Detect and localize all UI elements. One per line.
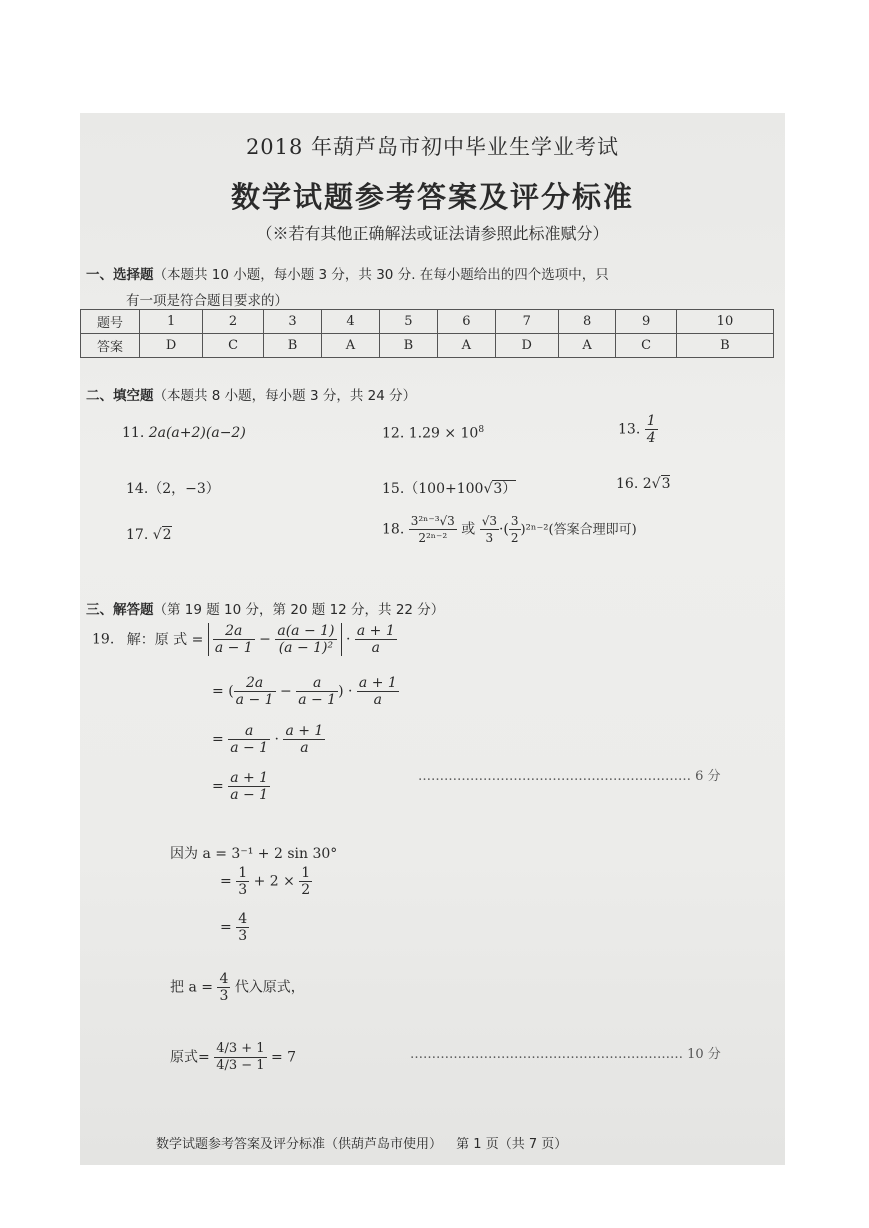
score-10-points: ……………………………………………………… 10 分 <box>410 1047 721 1062</box>
q11-number: 11. <box>122 425 145 441</box>
table-cell-q3: 3 <box>263 310 321 334</box>
table-cell-a7: D <box>495 334 558 358</box>
q19-step3 <box>212 723 325 756</box>
q19-result <box>170 1041 296 1074</box>
calc1-fraction1-numerator: 1 <box>238 865 248 881</box>
table-cell-q10: 10 <box>676 310 773 334</box>
q16-radicand: 3 <box>661 476 671 492</box>
calc2-denominator: 3 <box>238 928 248 944</box>
answer-q12 <box>382 425 484 442</box>
answer-q16: 16. 2√3 <box>616 476 671 492</box>
table-header-question: 题号 <box>81 310 140 334</box>
grading-note: （※若有其他正确解法或证法请参照此标准赋分） <box>256 224 609 243</box>
result-value: = 7 <box>271 1049 297 1066</box>
table-cell-q5: 5 <box>379 310 437 334</box>
table-cell-q9: 9 <box>616 310 677 334</box>
step2-minus: − <box>280 683 292 700</box>
q13-denominator: 4 <box>646 430 656 446</box>
footer-title: 数学试题参考答案及评分标准（供葫芦岛市使用） <box>156 1137 443 1152</box>
calc1-fraction1 <box>236 865 249 898</box>
answer-q18 <box>382 513 637 546</box>
section1-heading: 一、选择题 <box>86 267 154 283</box>
q19-step1 <box>92 623 397 656</box>
step1-fraction1-denominator: a − 1 <box>214 640 253 656</box>
answer-q17: 17. √2 <box>126 527 172 543</box>
step2-fraction3-denominator: a <box>373 692 383 708</box>
calc1-mid: + 2 × <box>253 873 295 890</box>
substitute-fraction <box>217 971 230 1004</box>
calc1-fraction2-numerator: 1 <box>301 865 311 881</box>
q13-numerator: 1 <box>646 413 656 429</box>
substitute-numerator: 4 <box>219 971 229 987</box>
q18-fraction2 <box>480 513 499 546</box>
q18-dot: ·( <box>498 521 509 538</box>
section3-heading-line <box>86 598 444 618</box>
step1-fraction3 <box>355 623 397 656</box>
step1-fraction2-denominator: (a − 1)² <box>278 640 334 656</box>
section1-heading-line1 <box>86 263 609 283</box>
document-title-line2: 数学试题参考答案及评分标准 <box>230 180 634 214</box>
q19-bracket <box>208 623 342 656</box>
step2-eq: = <box>212 683 224 700</box>
q18-or: 或 <box>461 521 476 538</box>
step4-denominator: a − 1 <box>230 787 269 803</box>
q15-answer: 15.（100+100 <box>382 481 484 497</box>
q18-fraction3 <box>509 513 521 546</box>
q19-step2 <box>212 675 399 708</box>
calc2-fraction <box>236 911 249 944</box>
answer-table-question-row <box>81 310 774 334</box>
step3-fraction1-numerator: a <box>228 723 270 740</box>
table-cell-a6: A <box>438 334 495 358</box>
answer-q13 <box>618 413 658 446</box>
table-cell-a10: B <box>676 334 773 358</box>
table-cell-a1: D <box>140 334 203 358</box>
q19-substitute <box>170 971 305 1004</box>
step1-fraction1 <box>213 623 255 656</box>
step2-fraction3 <box>357 675 399 708</box>
step2-fraction2-denominator: a − 1 <box>298 692 337 708</box>
q19-number: 19. <box>92 631 115 648</box>
page-number: 第 1 页（共 7 页） <box>456 1137 568 1152</box>
step3-dot: · <box>274 731 279 748</box>
substitute-prefix: 把 a = <box>170 979 213 996</box>
q18-fraction3-numerator: 3 <box>510 514 519 528</box>
table-cell-q1: 1 <box>140 310 203 334</box>
step4-eq: = <box>212 778 224 795</box>
q15-radicand: 3） <box>493 481 517 497</box>
q19-step4 <box>212 770 270 803</box>
q11-answer: 2a(a+2)(a−2) <box>148 425 246 441</box>
substitute-suffix: 代入原式， <box>234 979 305 996</box>
section3-desc: （第 19 题 10 分，第 20 题 12 分，共 22 分） <box>153 602 445 618</box>
step3-fraction2-denominator: a <box>300 740 309 756</box>
document-title-line1: 2018 年葫芦岛市初中毕业生学业考试 <box>245 135 620 159</box>
step3-fraction2-numerator: a + 1 <box>285 723 324 739</box>
step1-fraction2-numerator: a(a − 1) <box>277 623 335 639</box>
q16-coefficient: 2 <box>642 476 652 492</box>
step1-fraction2 <box>275 623 336 656</box>
table-cell-a4: A <box>322 334 379 358</box>
q18-fraction1-numerator: 3²ⁿ⁻³√3 <box>410 514 455 528</box>
table-cell-q7: 7 <box>495 310 558 334</box>
step3-fraction1 <box>228 723 270 756</box>
step2-fraction2 <box>296 675 338 708</box>
q12-number: 12. <box>382 425 405 442</box>
result-numerator: 4/3 + 1 <box>216 1041 265 1056</box>
step1-fraction3-denominator: a <box>371 640 380 656</box>
result-prefix: 原式= <box>170 1049 210 1066</box>
calc1-fraction1-denominator: 3 <box>238 882 248 898</box>
q18-fraction2-denominator: 3 <box>485 531 494 545</box>
score-6-points: ……………………………………………………… 6 分 <box>418 769 721 784</box>
q18-fraction1 <box>409 513 457 546</box>
table-cell-a9: C <box>616 334 677 358</box>
q12-answer: 1.29 × 10 <box>408 425 479 442</box>
step2-dot: · <box>348 683 353 700</box>
table-cell-q4: 4 <box>322 310 379 334</box>
q18-number: 18. <box>382 521 405 538</box>
step4-numerator: a + 1 <box>230 770 269 786</box>
q13-number: 13. <box>618 421 641 438</box>
q18-tail: )²ⁿ⁻²(答案合理即可) <box>520 522 637 538</box>
page-footer <box>156 1133 567 1152</box>
section2-heading: 二、填空题 <box>86 388 154 404</box>
table-cell-q8: 8 <box>558 310 615 334</box>
answer-q15: 15.（100+100√3） <box>382 481 517 497</box>
step3-fraction2 <box>283 723 325 756</box>
table-cell-a3: B <box>263 334 321 358</box>
calc2-eq: = <box>220 919 232 936</box>
q17-number: 17. <box>126 527 149 543</box>
q18-fraction2-numerator: √3 <box>481 514 497 528</box>
step2-fraction1 <box>234 675 276 708</box>
answer-table <box>80 309 774 358</box>
table-header-answer: 答案 <box>81 334 140 358</box>
step2-fraction3-numerator: a + 1 <box>358 675 397 691</box>
exam-answer-sheet <box>80 113 785 1165</box>
step2-fraction2-numerator: a <box>296 675 338 692</box>
calc1-fraction2 <box>299 865 312 898</box>
q19-solve-label: 解：原 式 = <box>126 631 204 648</box>
table-cell-a5: B <box>379 334 437 358</box>
step1-minus: − <box>259 631 271 648</box>
q19-calc2 <box>220 911 249 944</box>
section2-heading-line <box>86 384 416 404</box>
result-denominator: 4/3 − 1 <box>216 1058 265 1073</box>
section1-desc-line1: （本题共 10 小题，每小题 3 分，共 30 分. 在每小题给出的四个选项中，只 <box>153 267 609 283</box>
table-cell-q6: 6 <box>438 310 495 334</box>
q18-fraction3-denominator: 2 <box>510 531 519 545</box>
q16-number: 16. <box>616 476 639 492</box>
answer-table-answer-row <box>81 334 774 358</box>
step2-close-paren: ) <box>338 683 344 700</box>
step1-dot: · <box>345 631 351 648</box>
step2-fraction1-denominator: a − 1 <box>235 692 274 708</box>
q17-radicand: 2 <box>162 527 172 543</box>
section1-desc-line2: 有一项是符合题目要求的） <box>126 293 288 309</box>
calc1-eq: = <box>220 873 232 890</box>
q12-exponent: 8 <box>478 425 485 435</box>
answer-q14: 14.（2，−3） <box>126 481 220 497</box>
step2-fraction1-numerator: 2a <box>234 675 276 692</box>
section2-desc: （本题共 8 小题，每小题 3 分，共 24 分） <box>153 388 417 404</box>
calc1-fraction2-denominator: 2 <box>301 882 311 898</box>
calc2-numerator: 4 <box>238 911 248 927</box>
q19-calc1 <box>220 865 312 898</box>
result-fraction <box>214 1041 266 1074</box>
step4-fraction <box>228 770 270 803</box>
section3-heading: 三、解答题 <box>86 602 154 618</box>
q13-fraction <box>645 413 658 446</box>
step2-open-paren: ( <box>228 683 234 700</box>
table-cell-q2: 2 <box>203 310 264 334</box>
substitute-denominator: 3 <box>219 988 229 1004</box>
q18-fraction1-denominator: 2²ⁿ⁻² <box>418 531 448 545</box>
step3-eq: = <box>212 731 224 748</box>
answer-q11 <box>122 425 246 441</box>
table-cell-a8: A <box>558 334 615 358</box>
table-cell-a2: C <box>203 334 264 358</box>
step1-fraction3-numerator: a + 1 <box>356 623 395 639</box>
step3-fraction1-denominator: a − 1 <box>230 740 269 756</box>
step1-fraction1-numerator: 2a <box>213 623 255 640</box>
q19-because: 因为 a = 3⁻¹ + 2 sin 30° <box>170 846 338 862</box>
